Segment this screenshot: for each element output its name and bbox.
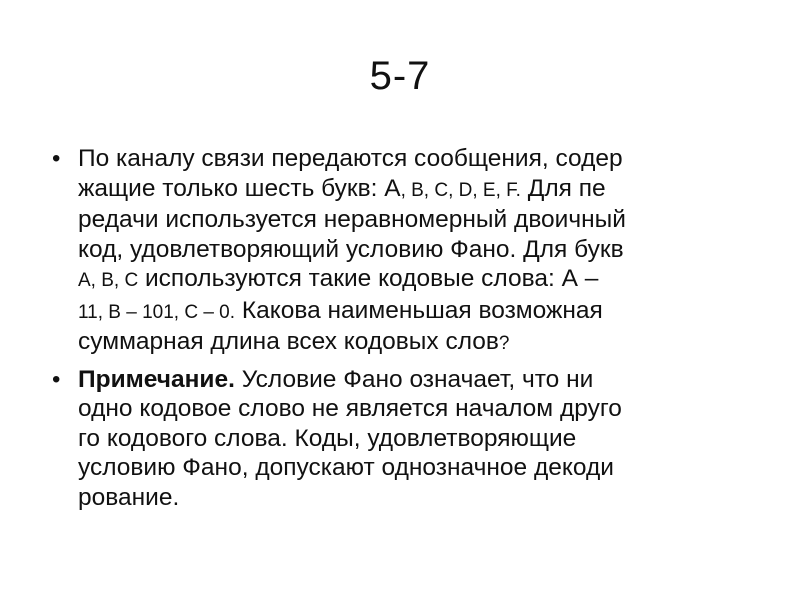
text-run: А – [561, 265, 599, 292]
bullet-dot-icon: • [52, 145, 61, 172]
note-lead: Примечание. [78, 365, 235, 393]
text-line [78, 235, 760, 265]
text-line [78, 174, 760, 206]
bullet-problem [48, 144, 760, 359]
text-run-small: ? [498, 333, 510, 354]
text-line [78, 144, 760, 174]
text-run: Для пе [520, 174, 606, 202]
bullet-list [48, 144, 760, 518]
text-run: одно кодовое слово не является началом друго [78, 395, 622, 422]
text-run: го кодового слова. Коды, удовлетворяющие [78, 424, 577, 452]
text-run: Какова наименьшая возможная [235, 296, 603, 324]
text-run: условию Фано, допускают однозначное декоди [78, 454, 614, 481]
text-line [78, 453, 760, 483]
text-line [78, 424, 760, 454]
text-run: жащие только шесть букв: А [78, 174, 401, 202]
bullet-dot-icon: • [52, 365, 61, 393]
text-line [78, 205, 760, 235]
text-run: суммарная длина всех кодовых слов [78, 328, 499, 355]
text-run: рование. [78, 483, 180, 511]
text-line [78, 483, 760, 513]
text-run: Условие Фано означает, что ни [234, 365, 594, 393]
slide-title: 5-7 [369, 54, 431, 98]
text-run: код, удовлетворяющий условию Фано. Для букв [78, 235, 624, 263]
text-line [78, 327, 760, 359]
bullet-note [48, 365, 760, 513]
text-line [78, 296, 760, 328]
text-run-small: , B, C, D, E, F. [400, 179, 521, 201]
text-run: По каналу связи передаются сообщения, содер [78, 145, 623, 172]
text-line [78, 264, 760, 296]
text-line [78, 394, 760, 424]
text-run: редачи используется неравномерный двоичный [78, 206, 626, 233]
text-line [78, 365, 760, 395]
text-run: используются такие кодовые слова: [138, 265, 562, 292]
text-run-small: A, B, C [78, 270, 139, 291]
text-run-small: 11, B – 101, C – 0. [78, 301, 236, 323]
